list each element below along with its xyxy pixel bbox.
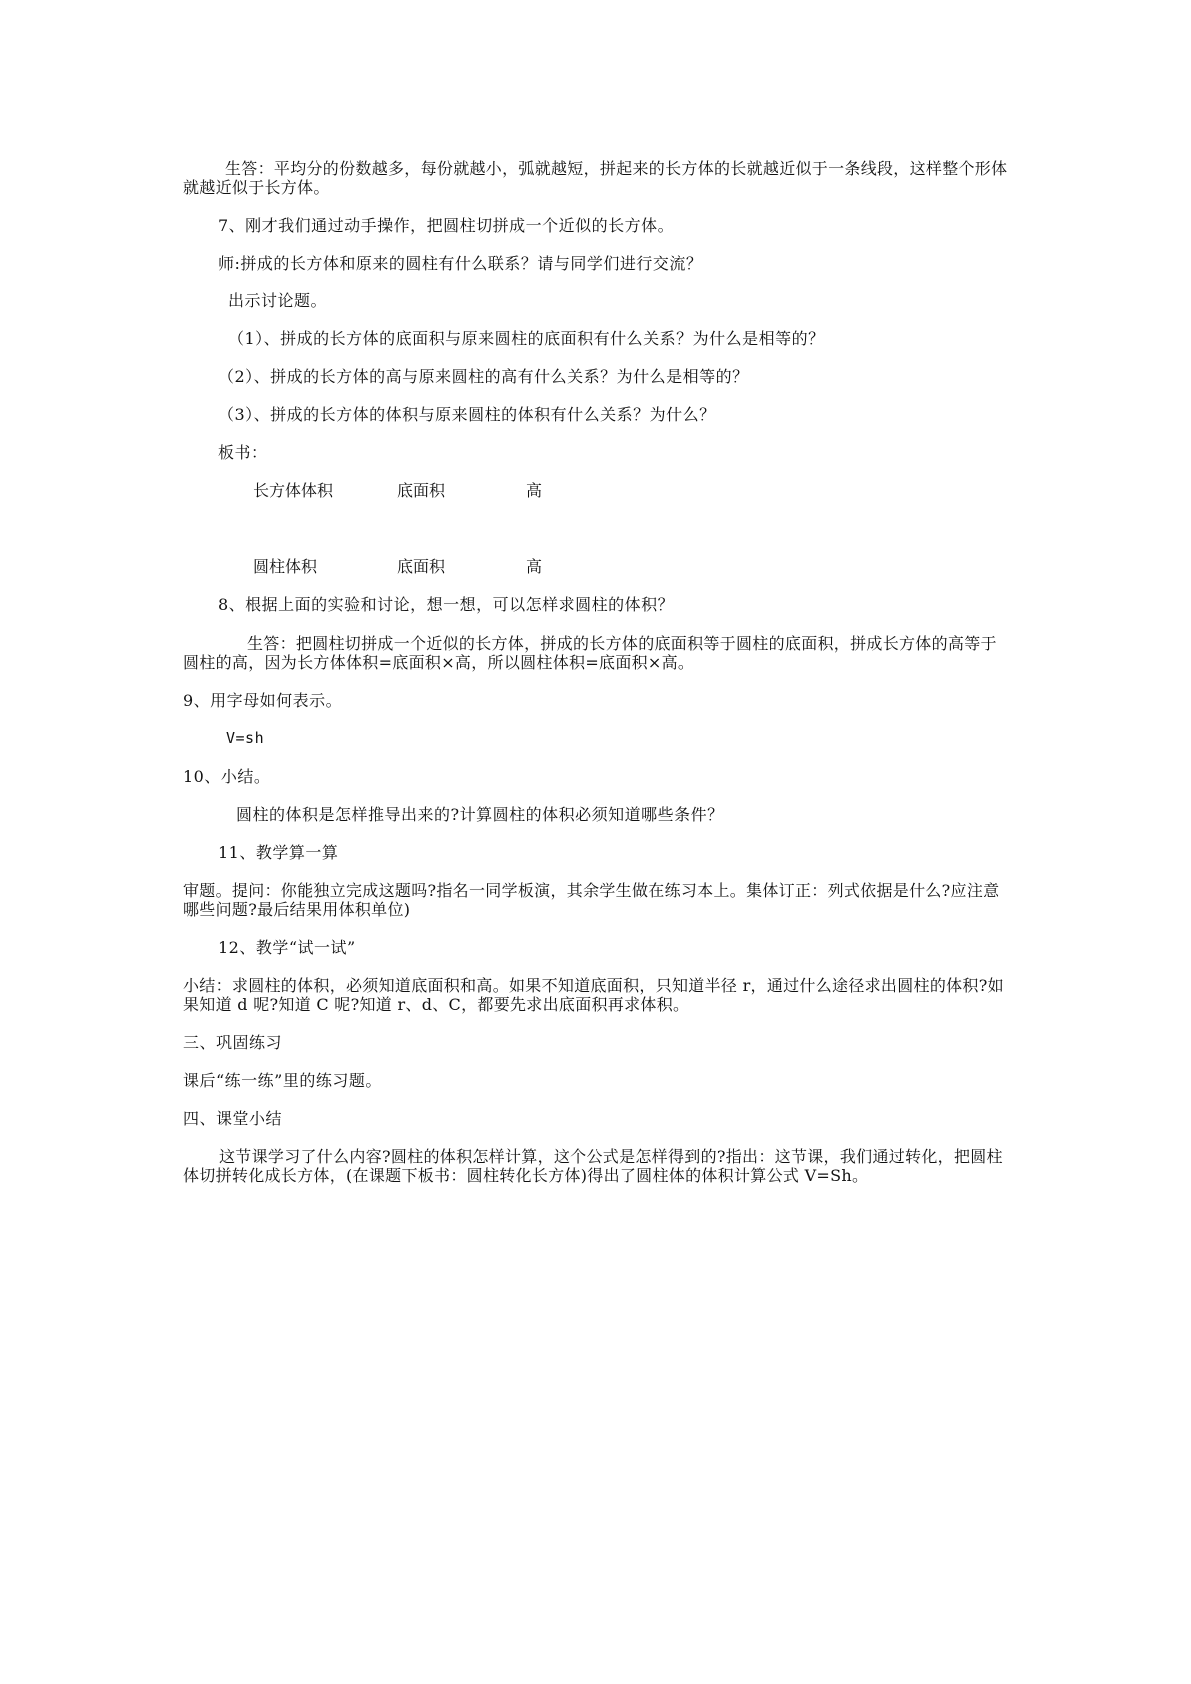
- lesson-summary: 这节课学习了什么内容?圆柱的体积怎样计算，这个公式是怎样得到的?指出：这节课，我们通过转化，把圆柱体切拼转化成长方体，(在课题下板书：圆柱转化长方体)得出了圆柱体的体积计算公式 V=Sh。: [183, 1147, 1003, 1185]
- discussion-item-2: （2）、拼成的长方体的高与原来圆柱的高有什么关系？为什么是相等的？: [218, 367, 749, 386]
- board-cuboid-volume: 长方体体积: [253, 481, 334, 500]
- student-answer-2: 生答：把圆柱切拼成一个近似的长方体，拼成的长方体的底面积等于圆柱的底面积，拼成长方体的高等于圆柱的高，因为长方体体积=底面积×高，所以圆柱体积=底面积×高。: [183, 634, 997, 672]
- teacher-question: 师:拼成的长方体和原来的圆柱有什么联系？请与同学们进行交流？: [218, 254, 703, 273]
- step-8: 8、根据上面的实验和讨论，想一想，可以怎样求圆柱的体积？: [218, 595, 675, 614]
- board-base-area-2: 底面积: [397, 557, 446, 576]
- step-12: 12、教学“试一试”: [218, 938, 356, 957]
- section-4-heading: 四、课堂小结: [183, 1109, 283, 1128]
- step-9: 9、用字母如何表示。: [183, 691, 343, 710]
- formula-vsh: V=sh: [226, 729, 265, 747]
- board-base-area-1: 底面积: [397, 481, 446, 500]
- step-11: 11、教学算一算: [218, 843, 339, 862]
- conclusion-paragraph: 小结：求圆柱的体积，必须知道底面积和高。如果不知道底面积，只知道半径 r，通过什么途径求出圆柱的体积?如果知道 d 呢?知道 C 呢?知道 r、d、C，都要先求出底面积再求体积。: [183, 976, 1004, 1014]
- section-3-heading: 三、巩固练习: [183, 1033, 283, 1052]
- board-label: 板书：: [218, 443, 268, 462]
- discussion-intro: 出示讨论题。: [228, 291, 328, 310]
- step-7: 7、刚才我们通过动手操作，把圆柱切拼成一个近似的长方体。: [218, 216, 675, 235]
- discussion-item-1: （1）、拼成的长方体的底面积与原来圆柱的底面积有什么关系？为什么是相等的？: [228, 329, 825, 348]
- summary-question: 圆柱的体积是怎样推导出来的?计算圆柱的体积必须知道哪些条件？: [236, 805, 724, 824]
- board-height-2: 高: [526, 557, 543, 576]
- board-height-1: 高: [526, 481, 543, 500]
- discussion-item-3: （3）、拼成的长方体的体积与原来圆柱的体积有什么关系？为什么？: [218, 405, 716, 424]
- student-answer-1: 生答：平均分的份数越多，每份就越小，弧就越短，拼起来的长方体的长就越近似于一条线段，这样整个形体就越近似于长方体。: [183, 159, 1008, 197]
- board-cylinder-volume: 圆柱体积: [253, 557, 318, 576]
- step-10: 10、小结。: [183, 767, 271, 786]
- exercise-note: 课后“练一练”里的练习题。: [183, 1071, 382, 1090]
- review-paragraph: 审题。提问：你能独立完成这题吗?指名一同学板演，其余学生做在练习本上。集体订正：列式依据是什么?应注意哪些问题?最后结果用体积单位): [183, 881, 1000, 919]
